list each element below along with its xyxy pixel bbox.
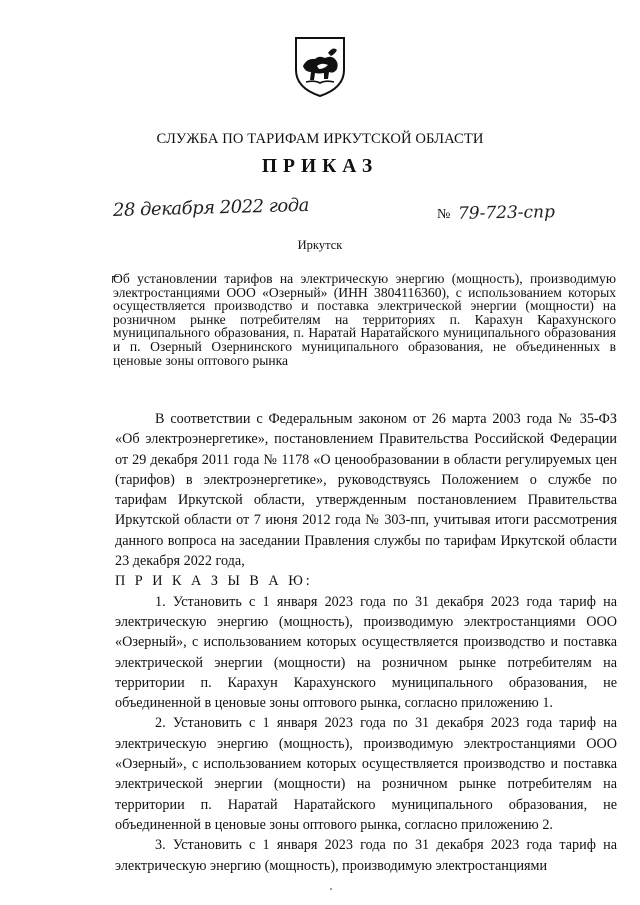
agency-name: СЛУЖБА ПО ТАРИФАМ ИРКУТСКОЙ ОБЛАСТИ xyxy=(156,131,484,147)
document-number xyxy=(437,203,555,223)
handwritten-number: 79-723-спр xyxy=(458,202,556,224)
document-title: ПРИКАЗ xyxy=(261,156,379,177)
order-item-2: 2. Установить с 1 января 2023 года по 31 декабря 2023 года тариф на электрическую энергию (мощность), производимую электростанциями ООО «Озерный», с использованием которых осуществляется производство и поставка электрической энергии (мощности) на розничном рынке потребителям на территории п. Наратай Наратайского муниципального образования, не объединенной в ценовые зоны оптового рынка, согласно приложению 2. xyxy=(115,715,617,833)
city: Иркутск xyxy=(297,238,343,252)
preamble-paragraph: В соответствии с Федеральным законом от 26 марта 2003 года № 35-ФЗ «Об электроэнергетике», постановлением Правительства Российской Федерации от 29 декабря 2011 года № 1178 «О ценообразовании в области регулируемых цен (тарифов) в электроэнергетике», руководствуясь Положением о службе по тарифам Иркутской области, утвержденным постановлением Правительства Иркутской области от 7 июня 2012 года № 303-пп, учитывая итоги рассмотрения данного вопроса на заседании Правления службы по тарифам Иркутской области 23 декабря 2022 года, xyxy=(115,411,617,570)
handwritten-date: 28 декабря 2022 года xyxy=(112,194,310,221)
scan-speck xyxy=(330,888,332,890)
orders-word: П Р И К А З Ы В А Ю: xyxy=(115,573,313,590)
document-body xyxy=(115,409,617,876)
document-subject: Об установлении тарифов на электрическую энергию (мощность), производимую электростанциями ООО «Озерный» (ИНН 3804116360), с использованием которых осуществляется производство и поставка электрической энергии (мощности) на розничном рынке потребителям на территориях п. Карахун Карахунского муниципального образования, п. Наратай Наратайского муниципального образования и п. Озерный Озернинского муниципального образования, не объединенных в ценовые зоны оптового рынка xyxy=(113,271,616,368)
order-item-1: 1. Установить с 1 января 2023 года по 31 декабря 2023 года тариф на электрическую энергию (мощность), производимую электростанциями ООО «Озерный», с использованием которых осуществляется производство и поставка электрической энергии (мощности) на розничном рынке потребителям на территории п. Карахун Карахунского муниципального образования, не объединенной в ценовые зоны оптового рынка, согласно приложению 1. xyxy=(115,593,617,712)
number-prefix: № xyxy=(437,207,451,222)
irkutsk-emblem-icon xyxy=(294,36,346,98)
order-item-3: 3. Установить с 1 января 2023 года по 31 декабря 2023 года тариф на электрическую энергию (мощность), производимую электростанциями xyxy=(115,837,617,874)
